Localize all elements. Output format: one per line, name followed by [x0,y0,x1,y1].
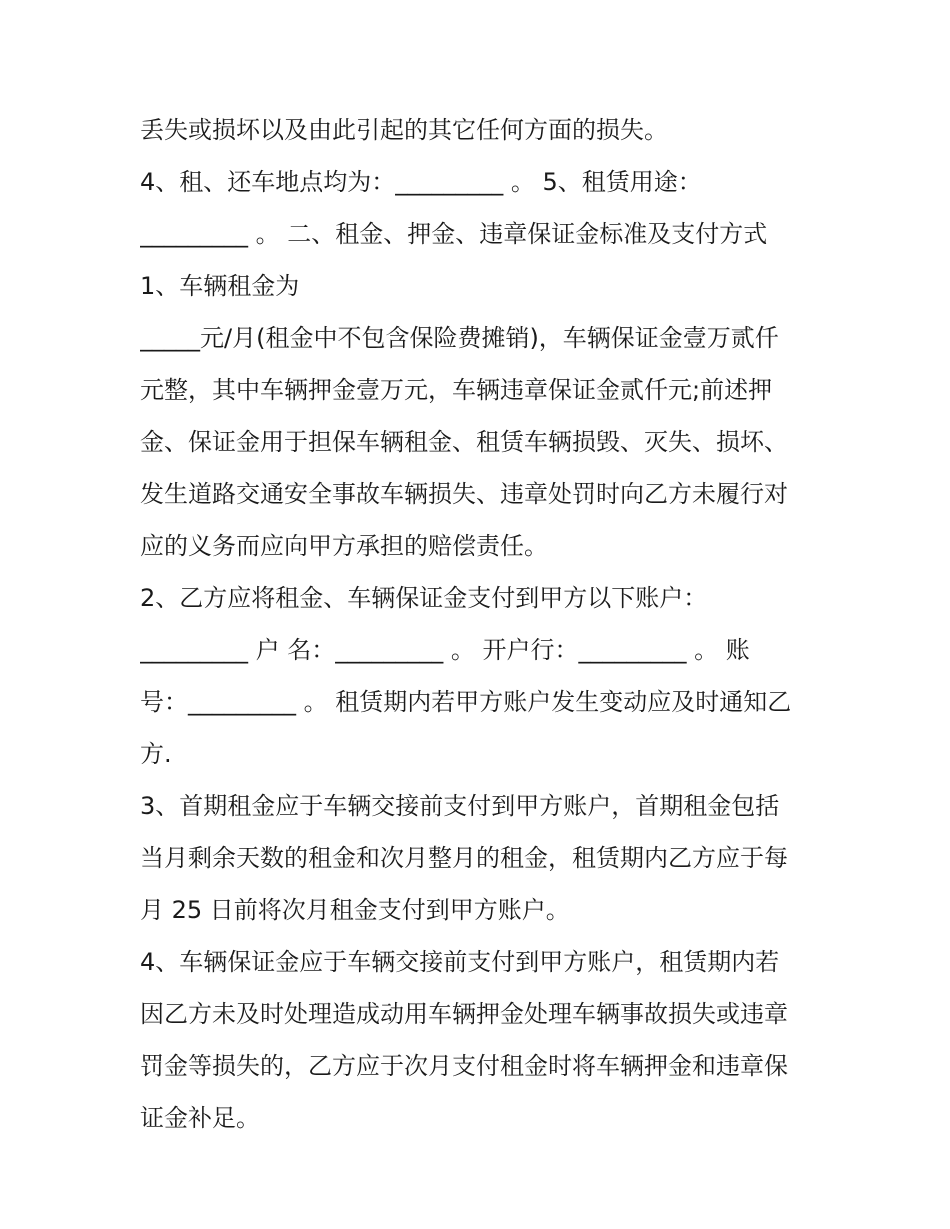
text-line: 1、车辆租金为 [140,272,300,300]
text-line: 方. [140,740,172,768]
text-line: 证金补足。 [140,1104,260,1132]
text-line: 3、首期租金应于车辆交接前支付到甲方账户，首期租金包括 [140,792,780,820]
text-line: 丢失或损坏以及由此引起的其它任何方面的损失。 [140,116,668,144]
text-line: 2、乙方应将租金、车辆保证金支付到甲方以下账户： [140,584,708,612]
text-line: 月 25 日前将次月租金支付到甲方账户。 [140,896,570,924]
text-line: _________ 户 名：_________ 。 开户行：_________ 。 账 [140,636,750,664]
text-line: 发生道路交通安全事故车辆损失、违章处罚时向乙方未履行对 [140,480,788,508]
text-line: 4、租、还车地点均为：_________ 。 5、租赁用途： [140,168,702,196]
text-line: 应的义务而应向甲方承担的赔偿责任。 [140,532,548,560]
text-line: 4、车辆保证金应于车辆交接前支付到甲方账户，租赁期内若 [140,948,780,976]
section-heading-line: _________ 。 二、租金、押金、违章保证金标准及支付方式 [140,220,768,248]
text-line: 元整，其中车辆押金壹万元，车辆违章保证金贰仟元;前述押 [140,376,773,404]
text-line: 罚金等损失的，乙方应于次月支付租金时将车辆押金和违章保 [140,1052,788,1080]
text-line: 号：_________ 。 租赁期内若甲方账户发生变动应及时通知乙 [140,688,792,716]
text-line: 当月剩余天数的租金和次月整月的租金，租赁期内乙方应于每 [140,844,788,872]
text-line: 因乙方未及时处理造成动用车辆押金处理车辆事故损失或违章 [140,1000,788,1028]
text-line: 金、保证金用于担保车辆租金、租赁车辆损毁、灭失、损坏、 [140,428,788,456]
text-line: _____元/月(租金中不包含保险费摊销)，车辆保证金壹万贰仟 [140,324,779,352]
